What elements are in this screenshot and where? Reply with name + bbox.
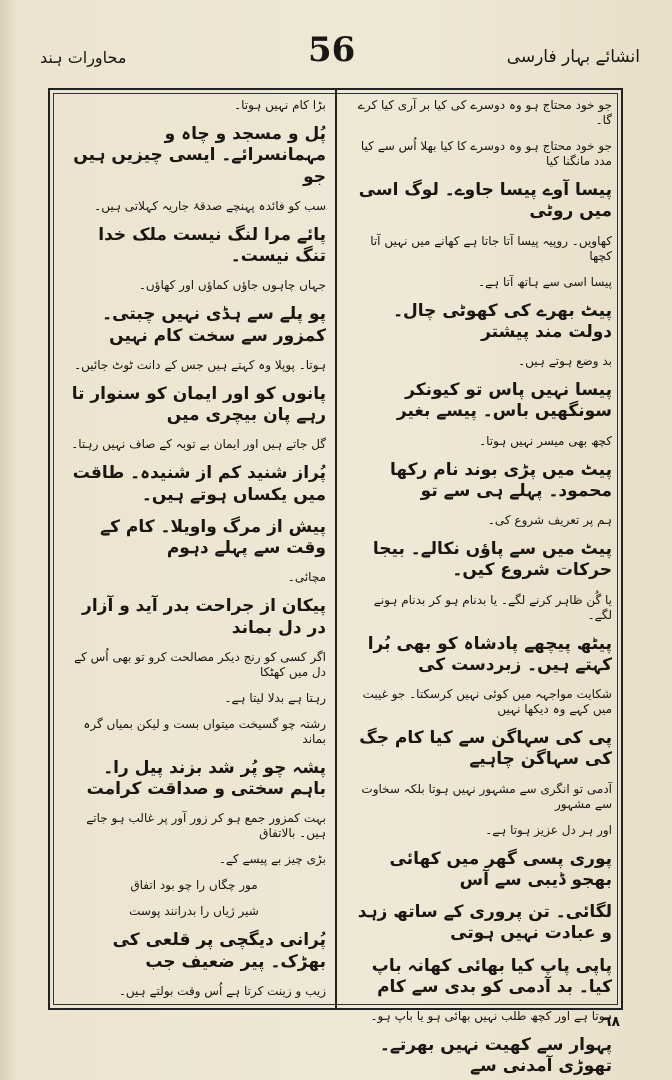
right-column-line: لگائی۔ تن پروری کے ساتھ زہد و عبادت نہیں ہوتی [357,902,612,944]
left-column-line: پُل و مسجد و چاہ و مہمانسرائے۔ ایسی چیزیں ہیں جو [73,124,326,187]
left-column-line: رہتا ہے بدلا لیتا ہے۔ [224,690,326,705]
left-column-line: پشہ چو پُر شد بزند پیل را۔ باہم سختی و صداقت کرامت [86,757,326,799]
left-column-line: گل جاتے ہیں اور ایمان بے توبہ کے صاف نہیں رہتا۔ [71,437,326,452]
right-column-line: پوری پسی گھر میں کھائی بھجو ڈیبی سے آس [389,848,612,890]
right-column-line: پہوار سے کھیت نہیں بھرتے۔ تھوڑی آمدنی سے [379,1035,612,1077]
right-column-line: یا گُن ظاہر کرنے لگے۔ یا بدنام ہو کر بدنام ہونے لگے۔ [373,592,612,622]
left-column-line: رشتہ چو گسیخت میتواں بست و لیکن بمیاں گرہ بماند [83,716,326,746]
right-column-line: پیسا آوے پیسا جاوے۔ لوگ اسی میں روٹی [358,180,612,222]
page-number: 56 [308,30,356,70]
left-column-line: پانوں کو اور ایمان کو سنوار تا رہے پان بیچری میں [71,383,326,425]
left-column-line: ہوتا۔ پوپلا وہ کہتے ہیں جس کے دانت ٹوٹ جائیں۔ [74,357,326,372]
left-column [62,98,326,998]
left-column-line: جہاں چاہوں جاؤں کماؤں اور کھاؤں۔ [138,278,326,293]
right-column-line: ہوتا ہے اور کچھ طلب نہیں بھائی ہو یا باپ ہو۔ [370,1009,612,1023]
right-column-line: کھاویں۔ روپیہ پیسا آتا جاتا ہے کھانے میں نہیں آتا کچھا [370,233,612,263]
right-column-line: پیسا نہیں پاس تو کیونکر سونگھیں باس۔ پیسے بغیر [396,380,612,422]
left-column-line: زیب و زینت کرتا ہے اُس وقت بولتے ہیں۔ [118,983,326,998]
right-column-line: آدمی تو انگری سے مشہور نہیں ہوتا بلکہ سخاوت سے مشہور [361,781,612,811]
left-column-line: اگر کسی کو رنج دیکر مصالحت کرو تو بھی اُس کے دل میں کھٹکا [74,649,326,679]
left-column-line: پو پلے سے ہڈی نہیں چبتی۔ کمزور سے سخت کام نہیں [102,304,326,346]
right-column-line: کچھ بھی میسر نہیں ہوتا۔ [479,433,612,448]
left-column-line: بڑی چیز بے پیسے کے۔ [218,852,326,867]
left-column-line: پُراز شنید کم از شنیدہ۔ طاقت میں یکساں ہوتے ہیں۔ [72,463,326,505]
right-column-line: پیٹ بھرے کی کھوٹی چال۔ دولت مند پیشتر [393,300,612,342]
right-column-line: اور ہر دل عزیز ہوتا ہے۔ [485,822,612,837]
right-column-line: ہم پر تعریف شروع کی۔ [487,513,612,527]
right-column-line: پیٹ میں سے پاؤں نکالے۔ بیجا حرکات شروع کیں۔ [372,539,612,581]
left-column-line: پائے مرا لنگ نیست ملک خدا تنگ نیست۔ [98,224,326,266]
right-column-line: پیسا اسی سے ہاتھ آتا ہے۔ [478,274,612,289]
right-column-line: پیٹھ پیچھے پادشاہ کو بھی بُرا کہتے ہیں۔ زبردست کی [367,633,612,675]
right-column-line: شکایت مواجہہ میں کوئی نہیں کرسکتا۔ جو غیبت میں کہے وہ دیکھا نہیں [362,687,612,716]
column-divider [335,90,337,1008]
left-column-line: مچائی۔ [287,570,326,585]
left-column-line: بہت کمزور جمع ہو کر زور آور پر غالب ہو جاتے ہیں۔ بالاتفاق [86,811,326,841]
left-column-line: سب کو فائدہ پہنچے صدقۂ جاریہ کہلاتی ہیں۔ [94,198,326,213]
left-column-line: بڑا کام نہیں ہوتا۔ [234,98,326,112]
right-column-line: پیٹ میں پڑی بوند نام رکھا محمود۔ پہلے ہی سے تو [390,459,612,501]
right-column-line: جو خود محتاج ہو وہ دوسرے کی کیا بر آری کیا کرے گا۔ [357,98,612,127]
right-column-line: بد وضع ہوتے ہیں۔ [518,354,612,368]
footer-mark: ٦٨ [602,1014,620,1030]
left-column-line: پیکان از جراحت بدر آید و آزار در دل بماند [82,596,326,638]
left-column-line: پُرانی دیگچی پر قلعی کی بھڑک۔ پیر ضعیف جب [112,930,326,972]
left-column-line: شیر ژیاں را بدرانند پوست [129,904,259,919]
left-column-line: پیش از مرگ واویلا۔ کام کے وقت سے پہلے دہوم [100,516,326,558]
right-column-line: جو خود محتاج ہو وہ دوسرے کا کیا بھلا اُس سے کیا مدد مانگنا کیا [360,139,612,168]
right-column-line: پی کی سہاگن سے کیا کام جگ کی سہاگن چاہیے [359,728,612,770]
book-title: انشائے بہار فارسی [506,47,640,67]
right-column-line: پاپی پاپ کیا بھائی کھانہ باپ کیا۔ بد آدمی کو بدی سے کام [371,955,612,997]
page-header [40,30,640,76]
left-column-line: مور چگاں را چو بود اتفاق [130,878,258,893]
section-title: محاورات ہند [40,48,127,67]
